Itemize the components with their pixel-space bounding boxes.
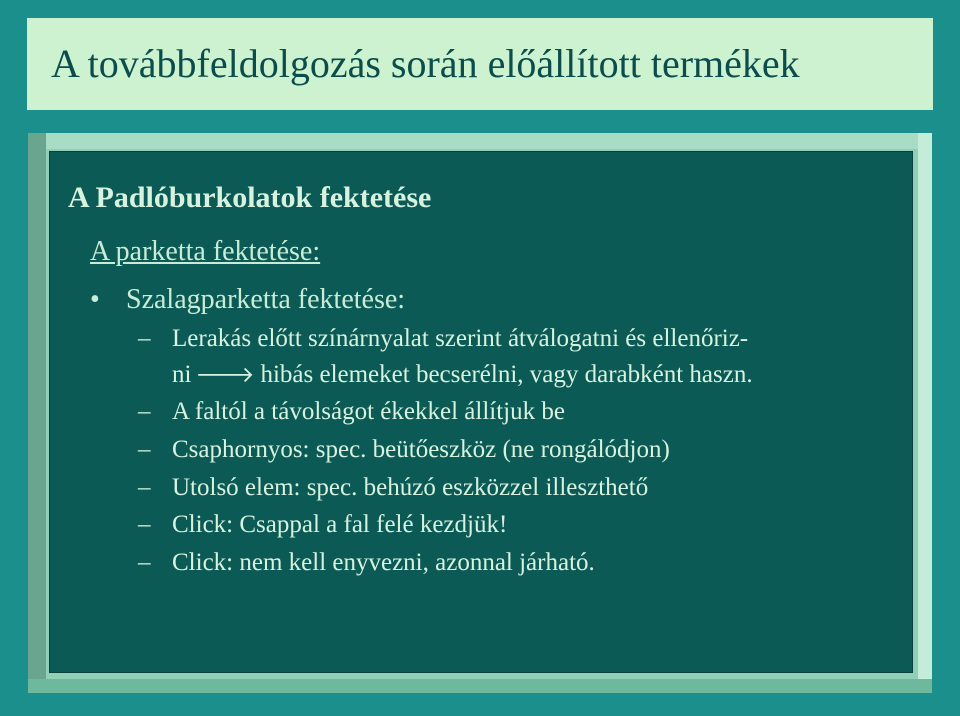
list-item-text: Lerakás előtt színárnyalat szerint átválogatni és ellenőriz- [172, 325, 749, 352]
list-item [138, 325, 748, 353]
list-item-text-suffix: hibás elemeket becserélni, vagy darabként haszn. [260, 361, 753, 388]
content-panel [49, 151, 913, 673]
list-item-text: Utolsó elem: spec. behúzó eszközzel illeszthető [172, 474, 649, 501]
dash-symbol: – [138, 549, 151, 576]
frame-bevel-bottom [28, 679, 932, 693]
dash-symbol: – [138, 436, 151, 463]
section-heading: A Padlóburkolatok fektetése [68, 181, 432, 214]
right-arrow-icon: 🡒 [195, 363, 255, 388]
frame-bevel-right [918, 133, 932, 693]
bullet-text: Szalagparketta fektetése: [126, 284, 406, 315]
list-item-text: A faltól a távolságot ékekkel állítjuk be [172, 398, 565, 425]
dash-symbol: – [138, 398, 151, 425]
list-item-text-prefix: ni [172, 361, 192, 388]
list-item [138, 398, 565, 426]
list-item-text: Click: nem kell enyvezni, azonnal járható. [172, 549, 595, 576]
bullet-item [90, 284, 405, 316]
frame-bevel-left [28, 133, 46, 693]
title-box [27, 18, 933, 110]
slide-title: A továbbfeldolgozás során előállított termékek [51, 41, 800, 86]
section-subheading: A parketta fektetése: [90, 236, 321, 267]
list-item-text: Click: Csappal a fal felé kezdjük! [172, 511, 508, 538]
list-item [138, 436, 670, 464]
bullet-symbol: • [90, 284, 100, 315]
list-item [138, 511, 507, 539]
list-item-text: Csaphornyos: spec. beütőeszköz (ne rongálódjon) [172, 436, 670, 463]
dash-symbol: – [138, 325, 151, 352]
list-item [138, 474, 648, 502]
dash-symbol: – [138, 511, 151, 538]
dash-symbol: – [138, 474, 151, 501]
frame-bevel-top [28, 133, 932, 149]
list-item-continuation [172, 361, 753, 389]
list-item [138, 549, 595, 577]
